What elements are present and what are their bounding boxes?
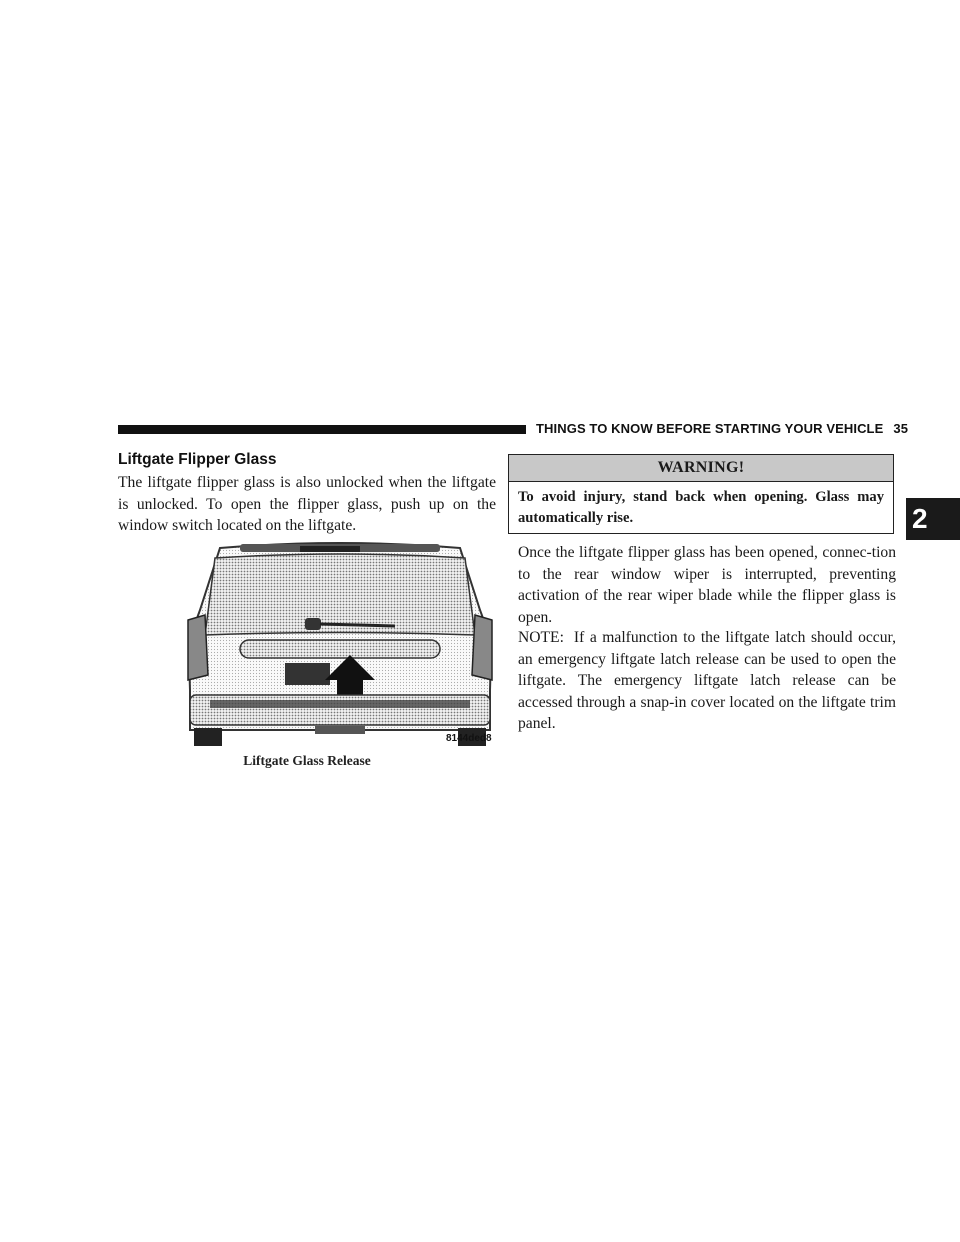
liftgate-illustration (180, 540, 500, 750)
warning-box (508, 454, 894, 534)
warning-title: WARNING! (509, 455, 893, 482)
vehicle-rear-image (180, 540, 500, 750)
page-number: 35 (893, 421, 909, 436)
figure-caption: Liftgate Glass Release (243, 753, 371, 768)
chapter-tab: 2 (906, 498, 960, 540)
header-title: THINGS TO KNOW BEFORE STARTING YOUR VEHICLE (536, 421, 884, 436)
note-text: If a malfunction to the liftgate latch should occur, an emergency liftgate latch release can be used to open the liftgate. The emergency liftgate latch release can be accessed through a snap-in cover located on the liftgate trim panel. (518, 629, 896, 733)
header-rule (118, 425, 526, 434)
note-label: NOTE: (518, 629, 564, 646)
paragraph-wiper: Once the liftgate flipper glass has been opened, connec-tion to the rear window wiper is interrupted, preventing activation of the rear wiper blade while the flipper glass is open. (518, 544, 896, 626)
section-body: The liftgate flipper glass is also unlocked when the liftgate is unlocked. To open the flipper glass, push up on the window switch located on the liftgate. (118, 474, 496, 534)
warning-text: To avoid injury, stand back when opening. Glass may automatically rise. (518, 489, 884, 526)
running-header (536, 421, 908, 436)
paragraph-note (518, 627, 896, 735)
section-heading: Liftgate Flipper Glass (118, 451, 277, 468)
figure-id: 8144ded8 (446, 733, 492, 744)
